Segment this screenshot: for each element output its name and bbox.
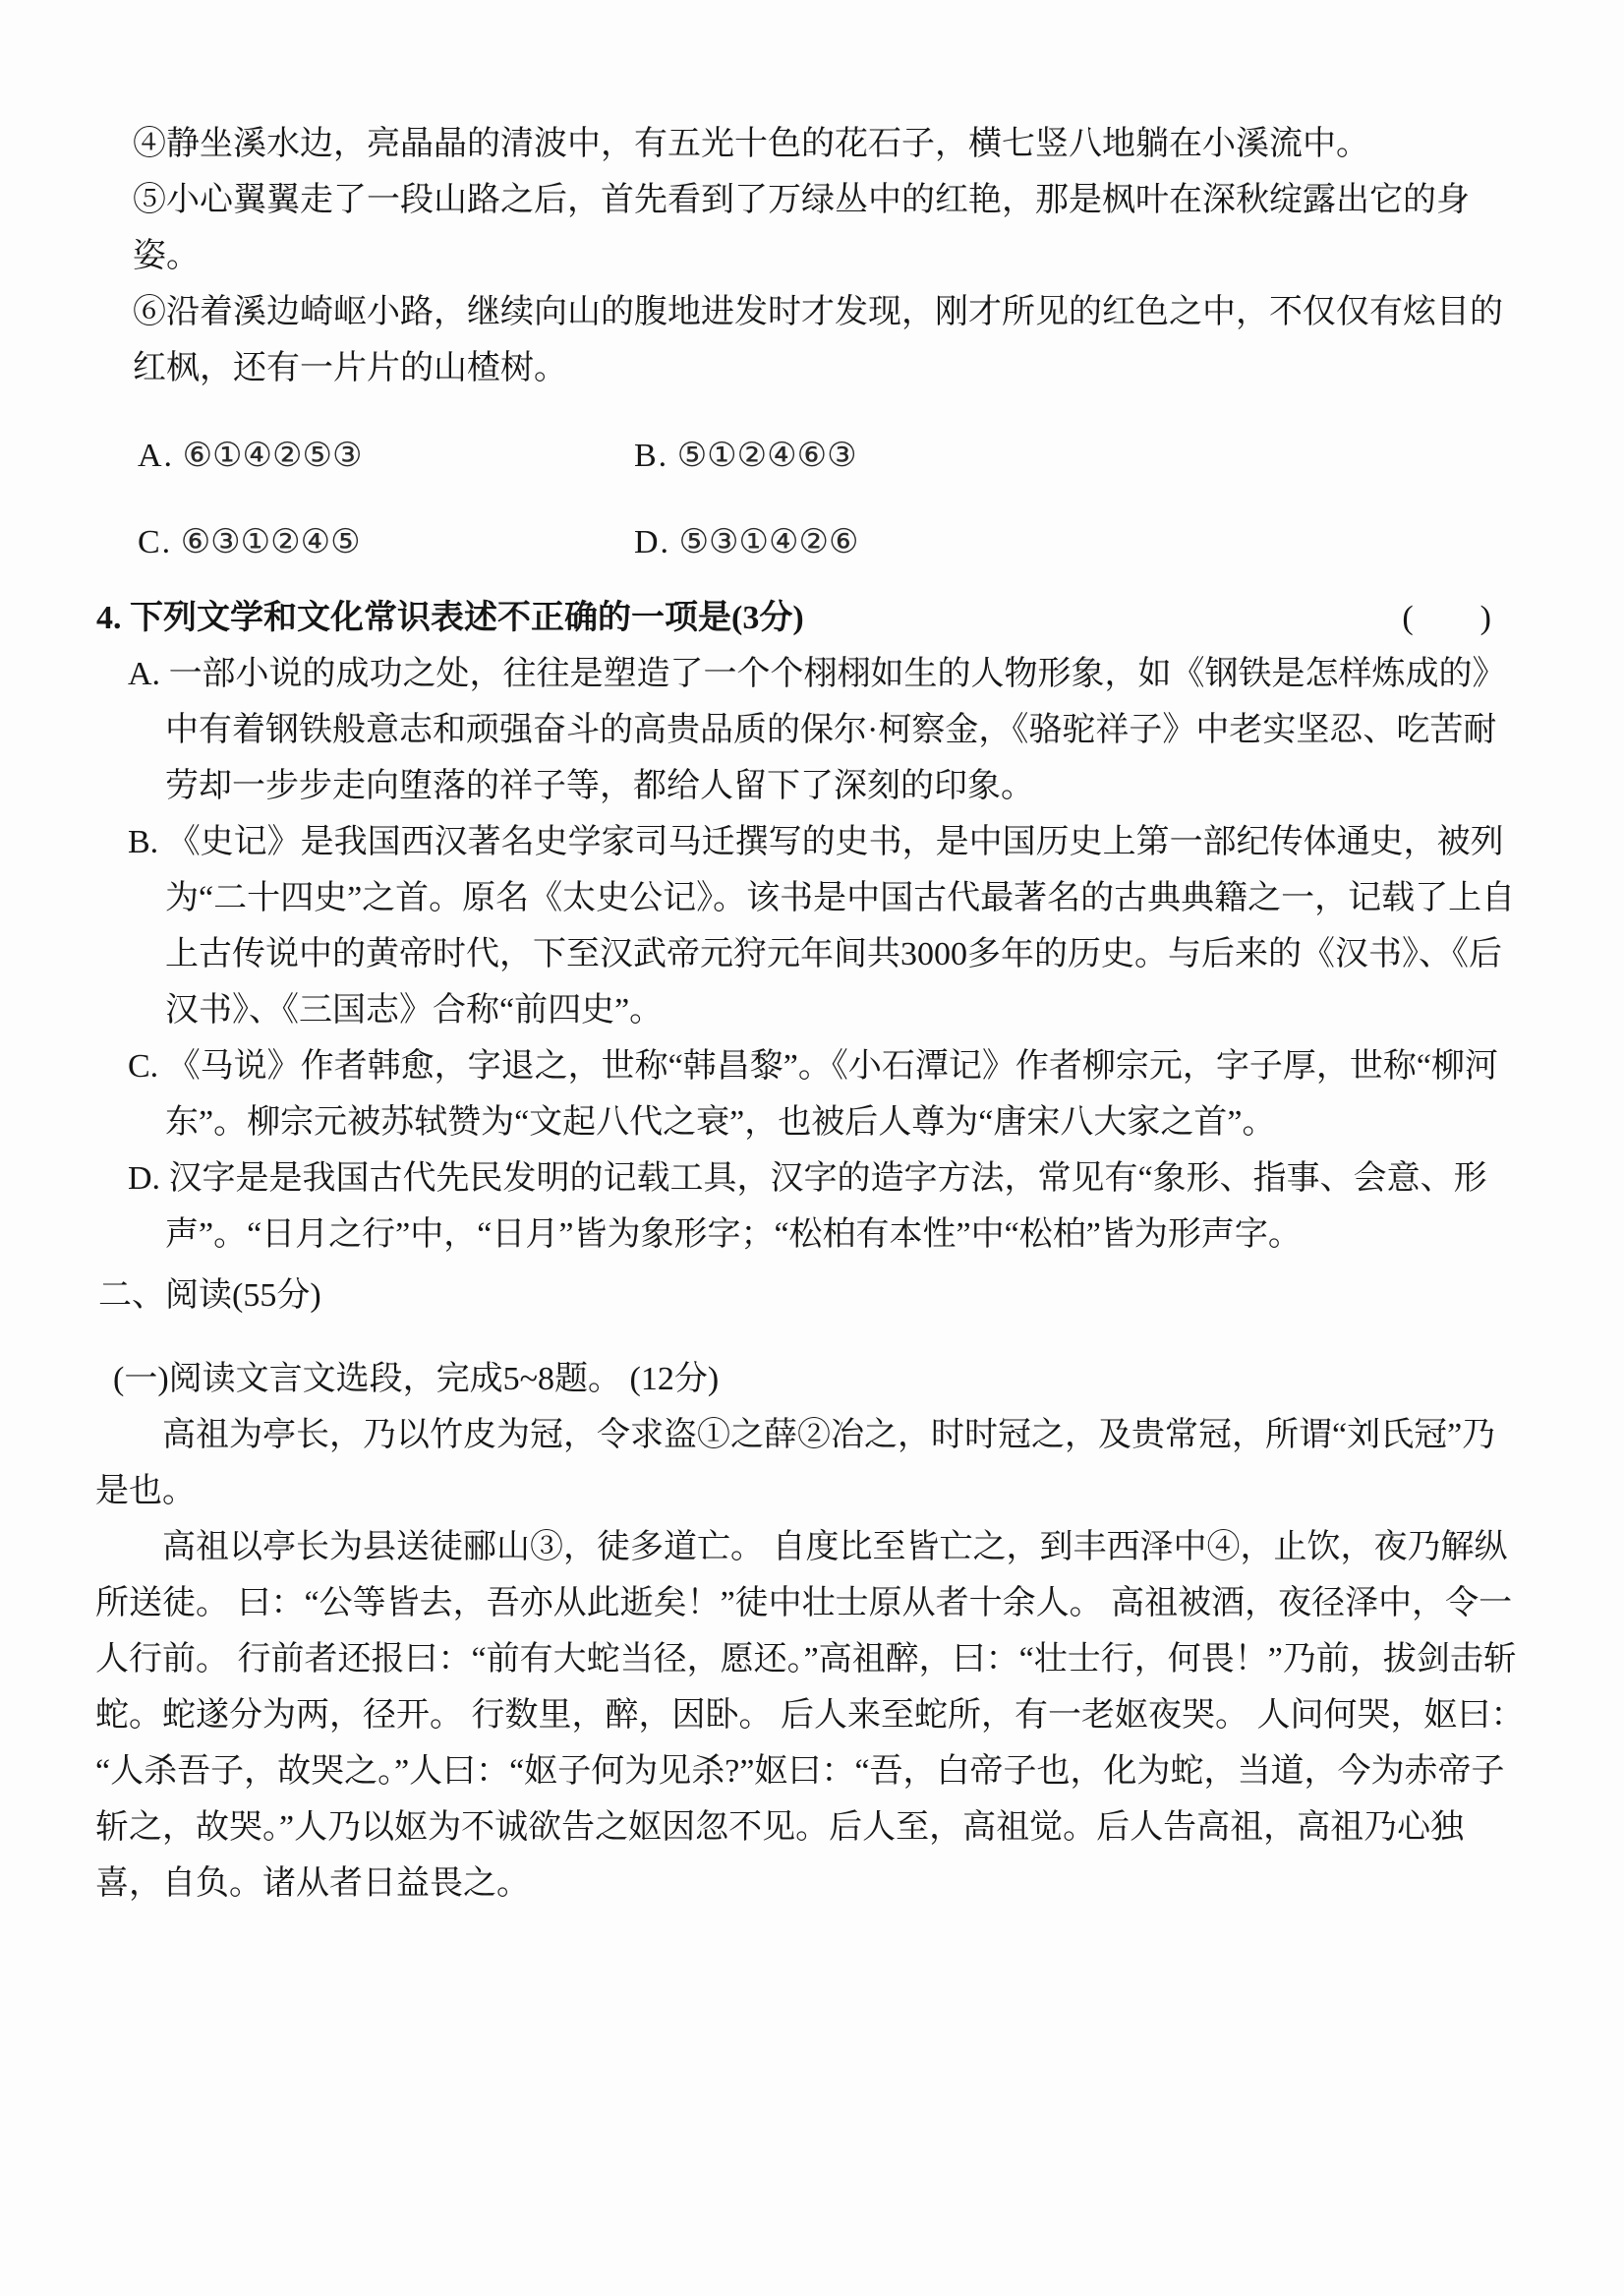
q4-option-d-text: 汉字是是我国古代先民发明的记载工具，汉字的造字方法，常见有“象形、指事、会意、形声”。“日月之行”中，“日月”皆为象形字；“松柏有本性”中“松柏”皆为形声字。	[165, 1160, 1487, 1253]
q3-sentence-circle6: ⑥沿着溪边崎岖小路，继续向山的腹地进发时才发现，刚才所见的红色之中，不仅仅有炫目的红枫，还有一片片的山楂树。	[133, 294, 1503, 386]
q3-option-b	[634, 428, 857, 484]
q3-option-d-value: ⑤③①④②⑥	[678, 524, 859, 560]
q4-stem: 4. 下列文学和文化常识表述不正确的一项是(3分)	[96, 600, 804, 636]
q3-option-b-value: ⑤①②④⑥③	[676, 438, 857, 474]
q4-option-c-text: 《马说》作者韩愈，字退之，世称“韩昌黎”。《小石潭记》作者柳宗元，字子厚，世称“柳河东”。柳宗元被苏轼赞为“文起八代之衰”，也被后人尊为“唐宋八大家之首”。	[165, 1048, 1498, 1141]
q4-stem-row	[96, 590, 1491, 646]
q4-option-d	[0, 1150, 1624, 1263]
q3-sentence-circle4: ④静坐溪水边，亮晶晶的清波中，有五光十色的花石子，横七竖八地躺在小溪流中。	[133, 126, 1369, 162]
q4-option-a-text: 一部小说的成功之处，往往是塑造了一个个栩栩如生的人物形象，如《钢铁是怎样炼成的》中有着钢铁般意志和顽强奋斗的高贵品质的保尔·柯察金，《骆驼祥子》中老实坚忍、吃苦耐劳却一步步走向堕落的祥子等，都给人留下了深刻的印象。	[165, 656, 1506, 804]
q4-option-a-label: A.	[128, 656, 161, 692]
classical-passage-paragraph-1: 高祖为亭长，乃以竹皮为冠，令求盗①之薛②冶之，时时冠之，及贵常冠，所谓“刘氏冠”乃是也。	[95, 1417, 1496, 1509]
q4-option-d-label: D.	[128, 1160, 161, 1197]
q3-option-c-value: ⑥③①②④⑤	[180, 524, 361, 560]
q3-option-b-label: B.	[634, 438, 669, 474]
section-two-heading: 二、阅读(55分)	[98, 1277, 321, 1314]
q4-option-b	[0, 814, 1624, 1038]
q3-option-d-label: D.	[634, 524, 671, 560]
q3-options-row-cd	[138, 514, 1624, 570]
q4-option-c	[0, 1038, 1624, 1150]
q3-option-c-label: C.	[138, 524, 173, 560]
q3-option-a	[138, 428, 634, 484]
q4-option-c-label: C.	[128, 1048, 159, 1085]
q4-option-b-text: 《史记》是我国西汉著名史学家司马迁撰写的史书，是中国历史上第一部纪传体通史，被列为“二十四史”之首。原名《太史公记》。该书是中国古代最著名的古典典籍之一，记载了上自上古传说中的黄帝时代，下至汉武帝元狩元年间共3000多年的历史。与后来的《汉书》、《后汉书》、《三国志》合称“前四史”。	[165, 824, 1516, 1029]
q4-option-b-label: B.	[128, 824, 159, 860]
section-two-part1-heading: (一)阅读文言文选段，完成5~8题。 (12分)	[113, 1361, 720, 1397]
q3-option-d	[634, 514, 858, 570]
q3-sentence-circle5: ⑤小心翼翼走了一段山路之后，首先看到了万绿丛中的红艳，那是枫叶在深秋绽露出它的身姿。	[133, 182, 1470, 274]
q3-option-a-label: A.	[138, 438, 175, 474]
q3-option-a-value: ⑥①④②⑤③	[182, 438, 363, 474]
q3-option-c	[138, 514, 634, 570]
classical-passage-paragraph-2: 高祖以亭长为县送徒郦山③，徒多道亡。 自度比至皆亡之，到丰西泽中④，止饮，夜乃解纵所送徒。 曰：“公等皆去，吾亦从此逝矣！”徒中壮士原从者十余人。 高祖被酒，夜径泽中，令一人行前。 行前者还报曰：“前有大蛇当径，愿还。”高祖醉，曰：“壮士行，何畏！”乃前，拔剑击斩蛇。蛇遂分为两，径开。 行数里，醉，因卧。 后人来至蛇所，有一老妪夜哭。 人问何哭，妪曰：“人杀吾子，故哭之。”人曰：“妪子何为见杀?”妪曰：“吾，白帝子也，化为蛇，当道，今为赤帝子斩之，故哭。”人乃以妪为不诚欲告之妪因忽不见。后人至，高祖觉。后人告高祖，高祖乃心独喜，自负。诸从者日益畏之。	[95, 1529, 1525, 1902]
q3-options-row-ab	[138, 428, 1624, 484]
q4-answer-blank: ( )	[1402, 600, 1491, 636]
q4-option-a	[0, 646, 1624, 814]
